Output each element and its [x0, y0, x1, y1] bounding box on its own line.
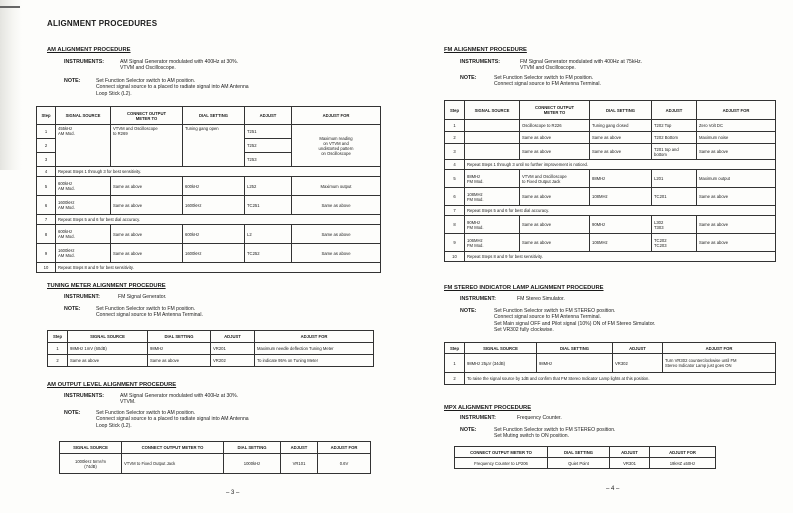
- table-row: 2 To raise the signal source by 1dB and confirm that FM Stereo Indicator Lamp lights at this position.: [445, 373, 776, 385]
- amout-note-text: Set Function Selector switch to AM position. Connect signal source to a placed to radiate signal into AM Antenna Loop Stick (L2).: [96, 410, 249, 429]
- mpx-section-title: MPX ALIGNMENT PROCEDURE: [444, 405, 532, 411]
- table-row: 1 455kHz AM Mod. VTVM and Oscilloscope to R269 Tuning gang open T251 Maximum reading on VTVM and undistorted pattern on Oscilloscope: [37, 125, 381, 139]
- table-row: 2 T252: [37, 139, 381, 153]
- am-output-table: [59, 441, 371, 474]
- am-section-title: AM ALIGNMENT PROCEDURE: [47, 47, 131, 53]
- fm-alignment-table: [444, 100, 776, 262]
- table-row: 6 108MHz FM Mod. Same as above 108MHz TC201 Same as above: [445, 188, 776, 206]
- table-row: 5 600kHz AM Mod. Same as above 600kHz L252 Maximum output: [37, 177, 381, 196]
- col-header: ADJUST: [245, 107, 292, 125]
- col-header: ADJUST FOR: [292, 107, 381, 125]
- tuning-instrument-label: INSTRUMENT:: [64, 294, 100, 300]
- fm-section-title: FM ALIGNMENT PROCEDURE: [444, 47, 527, 53]
- table-row: 8 90MHz FM Mod. Same as above 90MHz L302 T303 Same as above: [445, 216, 776, 234]
- table-header-row: SIGNAL SOURCE CONNECT OUTPUT METER TO DIAL SETTING ADJUST ADJUST FOR: [60, 442, 371, 454]
- table-row: 8 600kHz AM Mod. Same as above 600kHz L2 Same as above: [37, 225, 381, 244]
- table-row: 7 Repeat Steps 5 and 6 for best dial accuracy.: [445, 206, 776, 216]
- table-row: 9 1600kHz AM Mod. Same as above 1600kHz TC252 Same as above: [37, 244, 381, 263]
- table-row: 3 T253: [37, 153, 381, 167]
- col-header: DIAL SETTING: [183, 107, 245, 125]
- table-row: 3 Same as above Same as above T201 top and bottom Same as above: [445, 144, 776, 160]
- table-row: 10 Repeat Steps 8 and 9 for best sensitivity.: [37, 263, 381, 273]
- col-header: CONNECT OUTPUT METER TO: [111, 107, 183, 125]
- col-header: Step: [37, 107, 56, 125]
- scan-edge-shadow: [0, 0, 22, 170]
- mpx-note-label: NOTE:: [460, 427, 477, 433]
- table-row: 4 Repeat Steps 1 through 3 for best sensitivity.: [37, 167, 381, 177]
- table-row: 7 Repeat Steps 5 and 6 for best dial accuracy.: [37, 215, 381, 225]
- table-row: 9 106MHz FM Mod. Same as above 106MHz TC202 TC203 Same as above: [445, 234, 776, 252]
- stereo-note-text: Set Function Selector switch to FM STEREO position. Connect signal source to FM Antenna Terminal. Set Main signal OFF and Pilot signal (10%) ON of FM Stereo Simulator. Set VR302 fully clockwise.: [494, 308, 656, 334]
- tuning-meter-table: [47, 330, 374, 367]
- tuning-section-title: TUNING METER ALIGNMENT PROCEDURE: [47, 283, 166, 289]
- am-alignment-table: [36, 106, 381, 273]
- table-row: 2 Same as above Same as above VR202 To indicate 95% on Tuning Meter: [48, 355, 374, 367]
- amout-instruments-label: INSTRUMENTS:: [64, 393, 105, 399]
- am-instruments-text: AM Signal Generator modulated with 400Hz at 30%. VTVM and Oscilloscope.: [120, 59, 239, 72]
- fm-note-label: NOTE:: [460, 75, 477, 81]
- col-header: SIGNAL SOURCE: [56, 107, 111, 125]
- tuning-note-label: NOTE:: [64, 306, 81, 312]
- am-note-label: NOTE:: [64, 78, 81, 84]
- table-header-row: [37, 107, 381, 125]
- fm-instruments-text: FM Signal Generator modulated with 400Hz at 75kHz. VTVM and Oscilloscope.: [520, 59, 643, 72]
- fm-instruments-label: INSTRUMENTS:: [460, 59, 501, 65]
- mpx-instrument-text: Frequency Counter.: [517, 415, 562, 421]
- table-row: 1 98MHz 25μV (34dB) 98MHz VR302 Turn VR302 counterclockwise until FM Stereo Indicator Lamp just goes ON: [445, 354, 776, 373]
- am-instruments-label: INSTRUMENTS:: [64, 59, 105, 65]
- tuning-instrument-text: FM Signal Generator.: [118, 294, 167, 300]
- table-row: 1 Oscilloscope to R226 Tuning gang closed T202 Top Zero Volt DC: [445, 120, 776, 132]
- fm-stereo-table: [444, 342, 776, 385]
- table-row: 6 1600kHz AM Mod. Same as above 1600kHz TC251 Same as above: [37, 196, 381, 215]
- table-row: 1 98MHz 1mV (60dB) 98MHz VR201 Maximum needle deflection Tuning Meter: [48, 343, 374, 355]
- am-note-text: Set Function Selector switch to AM position. Connect signal source to a placed to radiate signal into AM Antenna Loop Stick (L2).: [96, 78, 249, 97]
- amout-instruments-text: AM Signal Generator modulated with 400Hz at 30%. VTVM.: [120, 393, 239, 406]
- table-row: 4 Repeat Steps 1 through 3 until no further improvement is noticed.: [445, 160, 776, 170]
- table-header-row: CONNECT OUTPUT METER TO DIAL SETTING ADJUST ADJUST FOR: [455, 447, 716, 458]
- stereo-instrument-label: INSTRUMENT:: [460, 296, 496, 302]
- stereo-section-title: FM STEREO INDICATOR LAMP ALIGNMENT PROCEDURE: [444, 285, 604, 291]
- table-row: 5 88MHz FM Mod. VTVM and Oscilloscope to Fixed Output Jack 88MHz L201 Maximum output: [445, 170, 776, 188]
- stereo-note-label: NOTE:: [460, 308, 477, 314]
- table-row: 2 Same as above Same as above T202 Bottom Maximum noise: [445, 132, 776, 144]
- page-title: ALIGNMENT PROCEDURES: [47, 19, 158, 28]
- scan-mark: [0, 6, 20, 8]
- page-number-right: – 4 –: [606, 486, 620, 492]
- table-row: 10 Repeat Steps 8 and 9 for best sensitivity.: [445, 252, 776, 262]
- table-header-row: Step SIGNAL SOURCE CONNECT OUTPUT METER TO DIAL SETTING ADJUST ADJUST FOR: [445, 101, 776, 120]
- amout-note-label: NOTE:: [64, 410, 81, 416]
- stereo-instrument-text: FM Stereo Simulator.: [517, 296, 565, 302]
- mpx-note-text: Set Function Selector switch to FM STEREO position. Set Muting switch to ON position.: [494, 427, 616, 440]
- page-number-left: – 3 –: [226, 490, 240, 496]
- amout-section-title: AM OUTPUT LEVEL ALIGNMENT PROCEDURE: [47, 382, 177, 388]
- table-header-row: Step SIGNAL SOURCE DIAL SETTING ADJUST ADJUST FOR: [445, 343, 776, 354]
- table-row: Frequency Counter to LP206 Quiet Point VR301 19kHZ ±50Hz: [455, 458, 716, 469]
- mpx-table: [454, 446, 716, 469]
- fm-note-text: Set Function Selector switch to FM position. Connect signal source to FM Antenna Terminal.: [494, 75, 601, 88]
- mpx-instrument-label: INSTRUMENT:: [460, 415, 496, 421]
- tuning-note-text: Set Function Selector switch to FM position. Connect signal source to FM Antenna Terminal.: [96, 306, 203, 319]
- table-header-row: Step SIGNAL SOURCE DIAL SETTING ADJUST ADJUST FOR: [48, 331, 374, 343]
- table-row: 1000kHz 5mV/m (74dB) VTVM to Fixed Output Jack 1000kHz VR101 0.6V: [60, 454, 371, 474]
